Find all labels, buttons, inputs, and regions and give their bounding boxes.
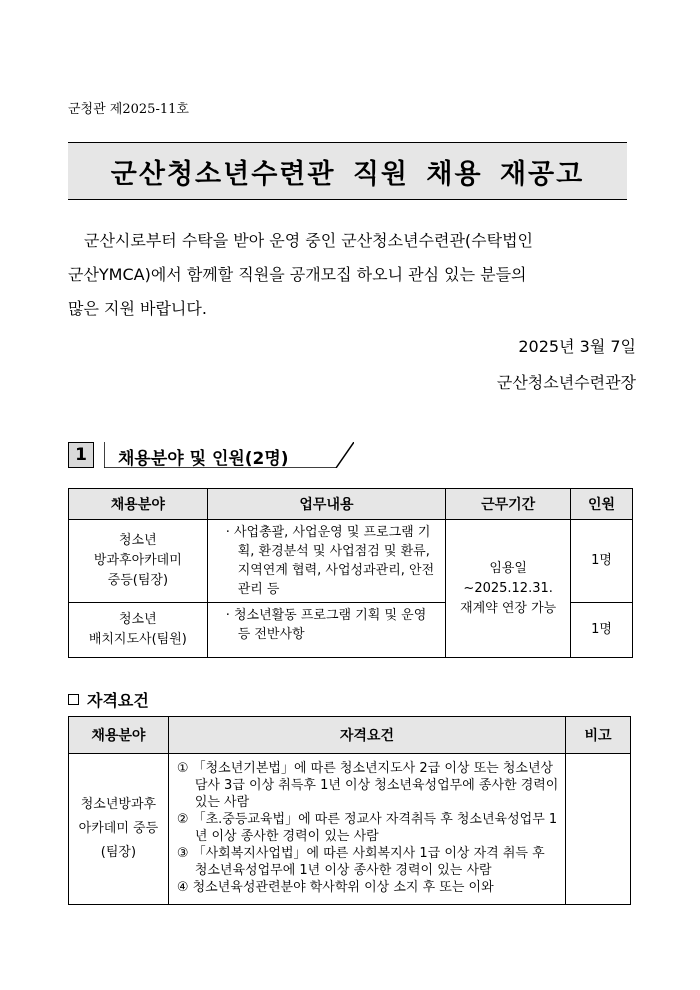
field-text: 방과후아카데미: [93, 553, 182, 568]
section-title: 채용분야 및 인원(2명): [118, 449, 289, 469]
page-title: 군산청소년수련관 직원 채용 재공고: [110, 158, 585, 190]
qualifications-title: 자격요건: [87, 691, 149, 710]
table-header-row: [69, 489, 633, 520]
qualifications-table: [68, 716, 631, 905]
square-bullet-icon: [68, 694, 79, 705]
field-text: 배치지도사(팀원): [88, 632, 187, 647]
field-text: 아카데미 중등: [78, 821, 159, 836]
header-field: 채용분야: [69, 489, 208, 520]
announcement-date: 2025년 3월 7일: [518, 337, 636, 356]
field-cell: [69, 520, 208, 603]
period-cell: [446, 520, 571, 658]
duty-text: · 청소년활동 프로그램 기획 및 운영 등 전반사항: [225, 608, 427, 642]
period-text: 재계약 연장 가능: [460, 600, 557, 616]
document-number: 군청관 제2025-11호: [68, 102, 189, 117]
title-banner: [68, 142, 627, 200]
intro-line-1: 군산시로부터 수탁을 받아 운영 중인 군산청소년수련관(수탁법인: [84, 231, 533, 250]
section-title-tab: [104, 442, 354, 468]
table-row: [69, 520, 633, 603]
intro-line-3: 많은 지원 바랍니다.: [68, 299, 207, 318]
header-note: 비고: [566, 717, 631, 754]
field-text: (팀장): [100, 845, 137, 860]
requirements-cell: [168, 754, 565, 905]
field-text: 청소년: [119, 612, 157, 627]
qualifications-heading: [68, 688, 149, 711]
header-duty: 업무내용: [207, 489, 446, 520]
requirement-item: ④ 청소년육성관련분야 학사학위 이상 소지 후 또는 이와: [176, 880, 494, 895]
note-cell: [566, 754, 631, 905]
section-number: 1: [68, 442, 94, 468]
duty-cell: [207, 603, 446, 658]
duty-cell: [207, 520, 446, 603]
positions-table: [68, 488, 633, 658]
table-row: [69, 754, 631, 905]
table-header-row: [69, 717, 631, 754]
period-text: 임용일~2025.12.31.: [463, 560, 553, 596]
count-cell: 1명: [571, 603, 633, 658]
field-text: 중등(팀장): [107, 573, 169, 588]
intro-paragraph: [68, 224, 628, 326]
issuer-name: 군산청소년수련관장: [496, 373, 636, 392]
requirement-item: ② 「초.중등교육법」에 따른 정교사 자격취득 후 청소년육성업무 1년 이상 종사한 경력이 있는 사람: [176, 812, 558, 844]
header-count: 인원: [571, 489, 633, 520]
header-requirements: 자격요건: [168, 717, 565, 754]
intro-line-2: 군산YMCA)에서 함께할 직원을 공개모집 하오니 관심 있는 분들의: [68, 265, 527, 284]
header-period: 근무기간: [446, 489, 571, 520]
field-text: 청소년: [119, 533, 157, 548]
requirement-item: ① 「청소년기본법」에 따른 청소년지도사 2급 이상 또는 청소년상담사 3급 이상 취득후 1년 이상 청소년육성업무에 종사한 경력이 있는 사람: [176, 761, 559, 810]
header-field: 채용분야: [69, 717, 169, 754]
field-cell: [69, 603, 208, 658]
field-text: 청소년방과후: [80, 797, 157, 812]
requirement-item: ③ 「사회복지사업법」에 따른 사회복지사 1급 이상 자격 취득 후 청소년육성업무에 1년 이상 종사한 경력이 있는 사람: [176, 846, 545, 878]
count-cell: 1명: [571, 520, 633, 603]
field-cell: [69, 754, 169, 905]
duty-text: · 사업총괄, 사업운영 및 프로그램 기획, 환경분석 및 사업점검 및 환류, 지역연계 협력, 사업성과관리, 안전관리 등: [225, 525, 435, 597]
